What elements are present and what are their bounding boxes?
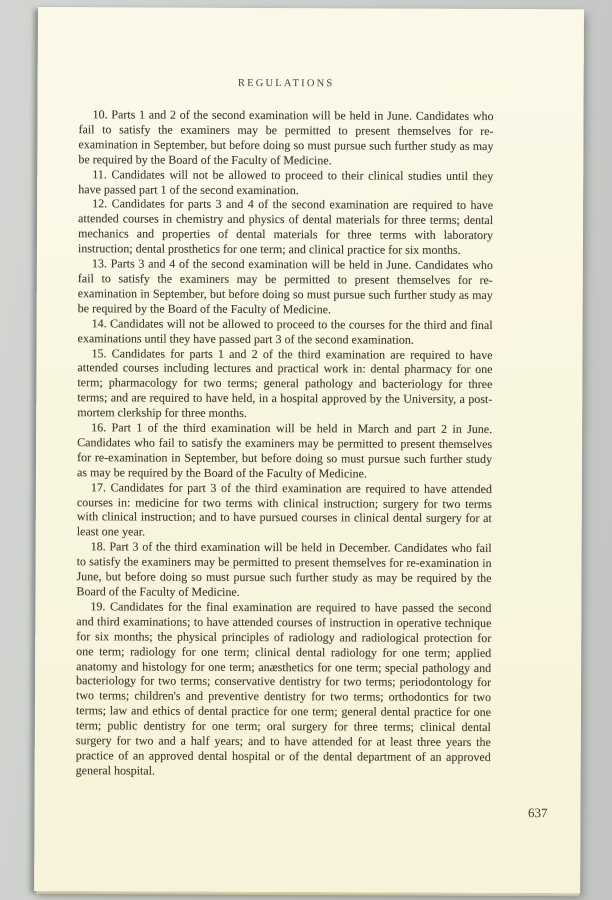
regulation-paragraph-18: 18. Part 3 of the third examination will be held in December. Candidates who fail to satisfy the examiners may be permitted to present themselves for re-examination in June, but before doing so must pursue such further study as may be required by the Board of the Faculty of Medicine.	[76, 539, 492, 599]
regulation-paragraph-11: 11. Candidates will not be allowed to proceed to their clinical studies until they have passed part 1 of the second examination.	[78, 166, 494, 197]
page-bottom-edge	[36, 891, 579, 896]
regulation-paragraph-12: 12. Candidates for parts 3 and 4 of the second examination are required to have attended courses in chemistry and physics of dental materials for three terms; dental mechanics and properties of dental materials for three terms with laboratory instruction; dental prosthetics for one term; and clinical practice for six months.	[77, 196, 494, 258]
regulation-paragraph-17: 17. Candidates for part 3 of the third examination are required to have attended courses in: medicine for two terms with clinical instruction; surgery for two terms with clinical instruction; and to have pursued courses in clinical dental surgery for at least one year.	[76, 479, 492, 539]
regulation-paragraph-19: 19. Candidates for the final examination are required to have passed the second and third examinations; to have attended courses of instruction in operative technique for six months; the physical principles of radiology and radiological protection for one term; radiology for one term; clinical dental radiology for one term; applied anatomy and histology for one term; anæsthetics for one term; special pathology and bacteriology for two terms; conservative dentistry for two terms; periodontology for two terms; children's and preventive dentistry for two terms; orthodontics for two terms; law and ethics of dental practice for one term; general dental practice for one term; public dentistry for one term; oral surgery for three terms; clinical dental surgery for two and a half years; and to have attended for at least three years the practice of an approved dental hospital or of the dental department of an approved general hospital.	[75, 599, 492, 778]
regulation-paragraph-15: 15. Candidates for parts 1 and 2 of the third examination are required to have attended courses including lectures and practical work in: dental pharmacy for one term; pharmacology for two terms; general pathology and bacteriology for three terms; and are required to have held, in a hospital approved by the University, a post-mortem clerkship for three months.	[77, 345, 493, 421]
regulation-paragraph-13: 13. Parts 3 and 4 of the second examination will be held in June. Candidates who fail to satisfy the examiners may be permitted to present themselves for re-examination in September, but before doing so must pursue such further study as may be required by the Board of the Faculty of Medicine.	[77, 256, 493, 317]
regulation-paragraph-16: 16. Part 1 of the third examination will be held in March and part 2 in June. Candidates who fail to satisfy the examiners may be permitted to present themselves for re-examination in September, but before doing so must pursue such further study as may be required by the Board of the Faculty of Medicine.	[76, 420, 493, 481]
book-page	[34, 7, 584, 893]
regulation-paragraph-14: 14. Candidates will not be allowed to proceed to the courses for the third and final examinations until they have passed part 3 of the second examination.	[77, 315, 493, 347]
regulations-text-block	[76, 107, 494, 780]
regulation-paragraph-10: 10. Parts 1 and 2 of the second examination will be held in June. Candidates who fail to satisfy the examiners may be permitted to present themselves for re-examination in September, but before doing so must pursue such further study as may be required by the Board of the Faculty of Medicine.	[78, 107, 494, 168]
page-number: 637	[527, 805, 548, 821]
running-head: REGULATIONS	[237, 77, 335, 90]
